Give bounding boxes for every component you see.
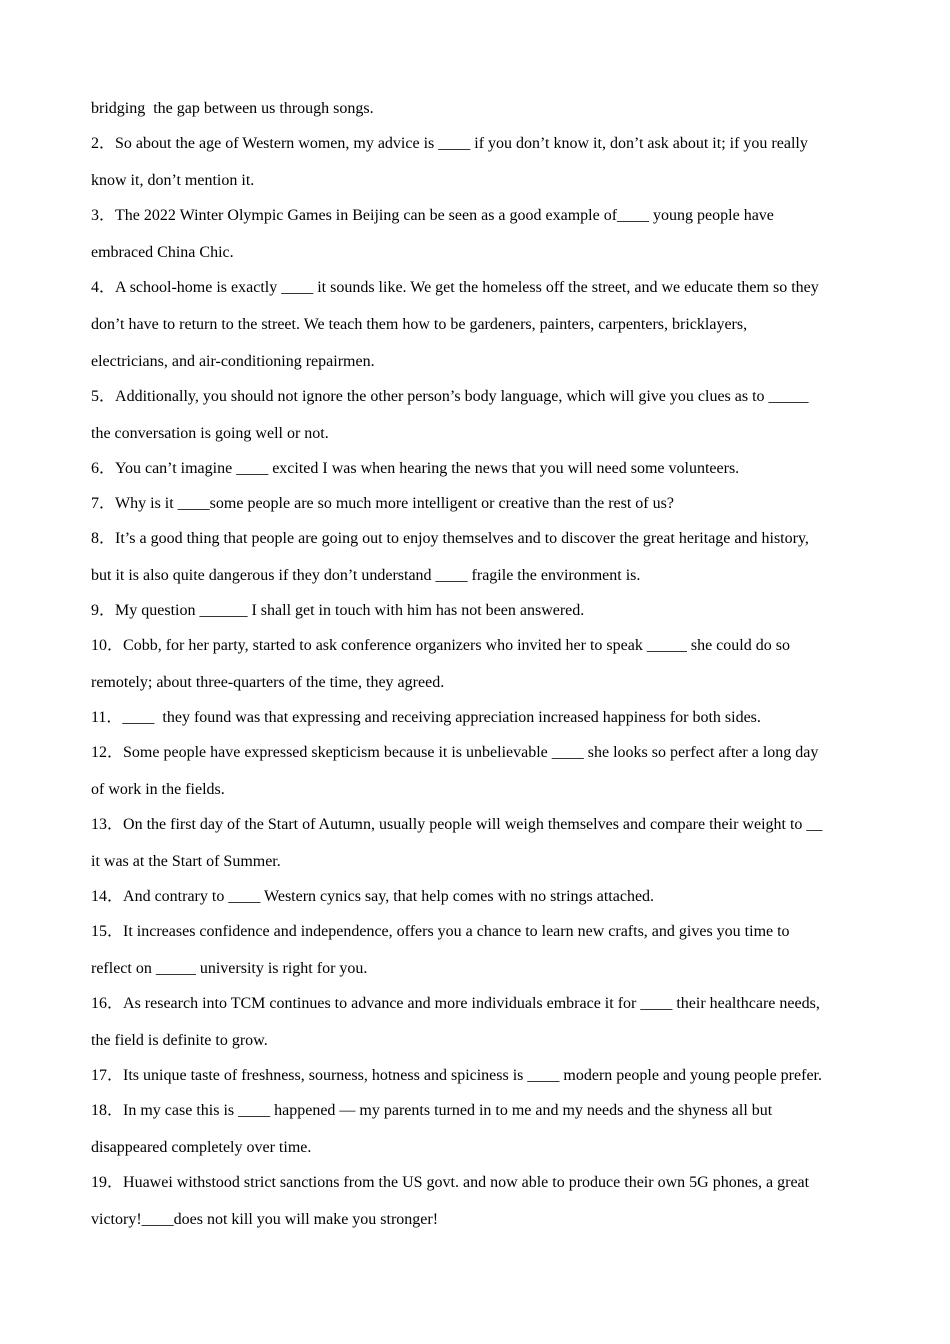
question-number: 14．: [91, 888, 124, 905]
question-number: 7．: [91, 495, 116, 512]
question-2: [0, 126, 950, 198]
question-text: Its unique taste of freshness, sourness, hotness and spiciness is ____ modern people and young people prefer.: [123, 1067, 822, 1084]
question-17-line-1: [0, 1058, 950, 1093]
question-18-line-2: disappeared completely over time.: [91, 1139, 312, 1156]
question-9-line-1: [0, 593, 950, 628]
question-number: 18．: [91, 1102, 124, 1119]
question-4-line-2: don’t have to return to the street. We teach them how to be gardeners, painters, carpenters, bricklayers,: [91, 316, 748, 333]
question-text: In my case this is ____ happened — my parents turned in to me and my needs and the shyness all but: [123, 1102, 773, 1119]
question-text: Cobb, for her party, started to ask conference organizers who invited her to speak _____ she could do so: [123, 637, 790, 654]
question-12: [0, 735, 950, 807]
question-4: [0, 270, 950, 379]
question-11-line-1: [0, 700, 950, 735]
question-text: You can’t imagine ____ excited I was when hearing the news that you will need some volunteers.: [115, 460, 740, 477]
question-13-line-2: it was at the Start of Summer.: [91, 853, 281, 870]
question-8-line-1: [0, 521, 950, 556]
question-3: [0, 198, 950, 270]
question-number: 17．: [91, 1067, 124, 1084]
question-text: It’s a good thing that people are going out to enjoy themselves and to discover the great heritage and history,: [115, 530, 809, 547]
question-15-line-1: [0, 914, 950, 949]
question-text: On the first day of the Start of Autumn, usually people will weigh themselves and compare their weight to __: [123, 816, 823, 833]
question-text: ____ they found was that expressing and receiving appreciation increased happiness for both sides.: [122, 709, 761, 726]
question-10-line-1: [0, 628, 950, 663]
question-13: [0, 807, 950, 879]
question-2-line-2: know it, don’t mention it.: [91, 172, 255, 189]
question-number: 5．: [91, 388, 116, 405]
question-text: As research into TCM continues to advance and more individuals embrace it for ____ their healthcare needs,: [123, 995, 820, 1012]
question-19-line-1: [0, 1165, 950, 1200]
question-3-line-2: embraced China Chic.: [91, 244, 234, 261]
question-12-line-1: [0, 735, 950, 770]
question-19-line-2: victory!____does not kill you will make you stronger!: [91, 1211, 439, 1228]
question-18: [0, 1093, 950, 1165]
question-text: Why is it ____some people are so much more intelligent or creative than the rest of us?: [115, 495, 674, 512]
question-18-line-1: [0, 1093, 950, 1128]
question-4-line-3: electricians, and air-conditioning repairmen.: [91, 353, 375, 370]
question-7: [0, 486, 950, 521]
question-5-line-2: the conversation is going well or not.: [91, 425, 329, 442]
question-19: [0, 1165, 950, 1237]
question-6-line-1: [0, 451, 950, 486]
question-3-line-1: [0, 198, 950, 233]
question-8-line-2: but it is also quite dangerous if they don’t understand ____ fragile the environment is.: [91, 567, 641, 584]
question-4-line-1: [0, 270, 950, 305]
question-16-line-1: [0, 986, 950, 1021]
question-text: A school-home is exactly ____ it sounds like. We get the homeless off the street, and we educate them so they: [115, 279, 819, 296]
question-14-line-1: [0, 879, 950, 914]
question-number: 4．: [91, 279, 116, 296]
question-number: 8．: [91, 530, 116, 547]
question-6: [0, 451, 950, 486]
question-10-line-2: remotely; about three-quarters of the time, they agreed.: [91, 674, 445, 691]
question-text: And contrary to ____ Western cynics say, that help comes with no strings attached.: [123, 888, 655, 905]
question-1-continuation: [0, 91, 950, 126]
question-text: Huawei withstood strict sanctions from the US govt. and now able to produce their own 5G phones, a great: [123, 1174, 810, 1191]
question-14: [0, 879, 950, 914]
question-text: The 2022 Winter Olympic Games in Beijing can be seen as a good example of____ young people have: [115, 207, 774, 224]
question-number: 13．: [91, 816, 124, 833]
question-8: [0, 521, 950, 593]
question-number: 10．: [91, 637, 124, 654]
question-10: [0, 628, 950, 700]
question-text: It increases confidence and independence, offers you a chance to learn new crafts, and gives you time to: [123, 923, 790, 940]
question-16: [0, 986, 950, 1058]
question-number: 11．: [91, 709, 123, 726]
question-2-line-1: [0, 126, 950, 161]
question-number: 3．: [91, 207, 116, 224]
question-number: 6．: [91, 460, 116, 477]
question-number: 2．: [91, 135, 116, 152]
question-5: [0, 379, 950, 451]
question-1-line-2: bridging the gap between us through songs.: [91, 100, 374, 117]
question-number: 19．: [91, 1174, 124, 1191]
question-number: 12．: [91, 744, 124, 761]
question-11: [0, 700, 950, 735]
question-number: 9．: [91, 602, 116, 619]
question-text: Some people have expressed skepticism because it is unbelievable ____ she looks so perfect after a long day: [123, 744, 819, 761]
question-text: Additionally, you should not ignore the other person’s body language, which will give you clues as to _____: [115, 388, 809, 405]
question-16-line-2: the field is definite to grow.: [91, 1032, 268, 1049]
question-5-line-1: [0, 379, 950, 414]
question-number: 16．: [91, 995, 124, 1012]
question-text: My question ______ I shall get in touch with him has not been answered.: [115, 602, 585, 619]
question-text: So about the age of Western women, my advice is ____ if you don’t know it, don’t ask about it; if you really: [115, 135, 808, 152]
question-12-line-2: of work in the fields.: [91, 781, 225, 798]
question-13-line-1: [0, 807, 950, 842]
question-9: [0, 593, 950, 628]
question-15-line-2: reflect on _____ university is right for you.: [91, 960, 368, 977]
question-17: [0, 1058, 950, 1093]
question-7-line-1: [0, 486, 950, 521]
question-number: 15．: [91, 923, 124, 940]
question-15: [0, 914, 950, 986]
